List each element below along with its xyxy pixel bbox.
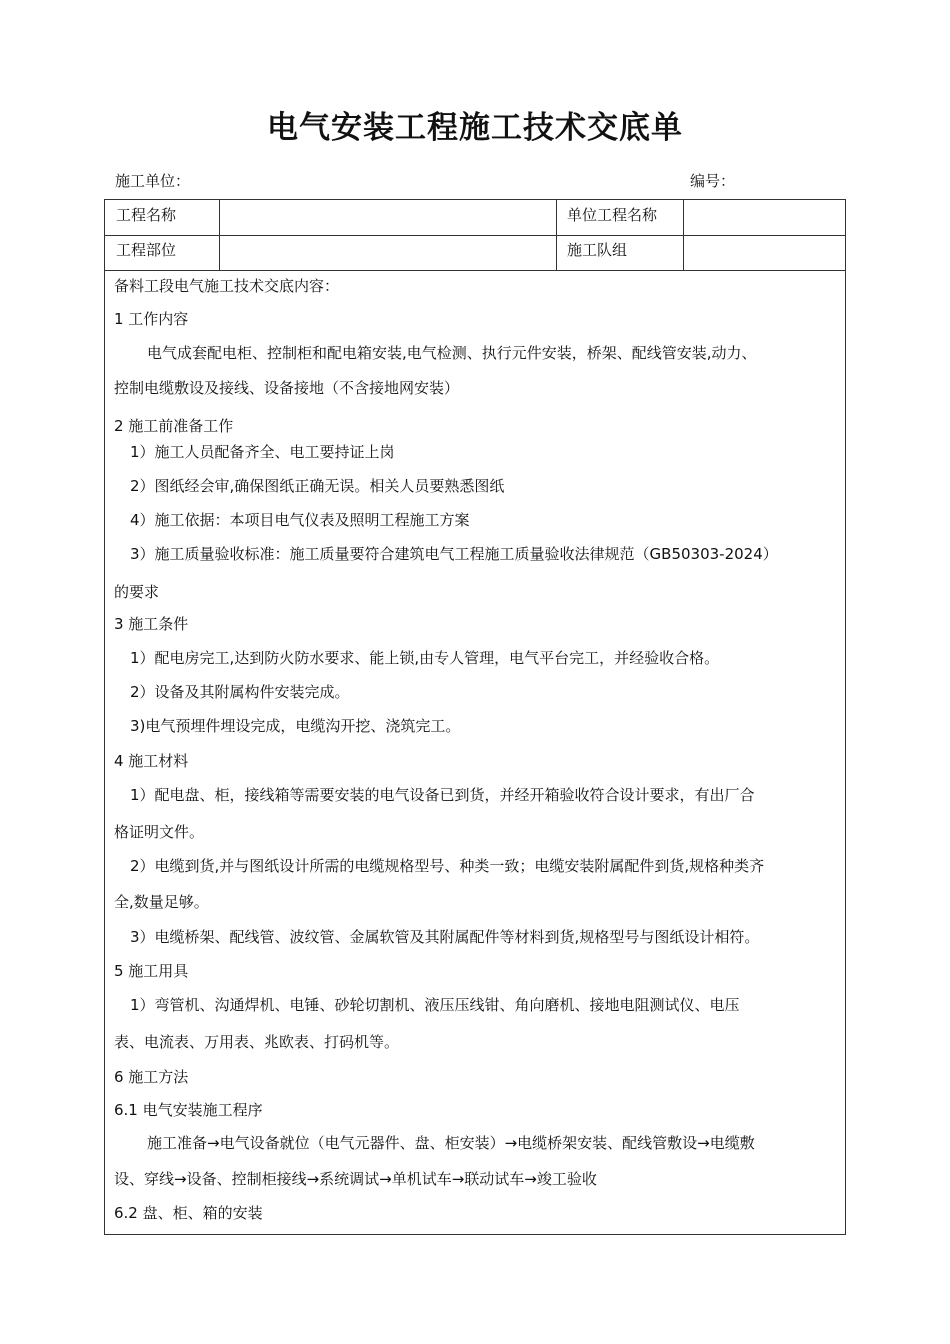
row-divider bbox=[105, 270, 845, 271]
paragraph-line: 控制电缆敷设及接线、设备接地（不含接地网安装） bbox=[114, 379, 460, 397]
list-item: 3）施工质量验收标准：施工质量要符合建筑电气工程施工质量验收法律规范（GB50303-2024） bbox=[130, 545, 778, 563]
disclosure-table bbox=[104, 199, 846, 1235]
list-item: 2）图纸经会审,确保图纸正确无误。相关人员要熟悉图纸 bbox=[130, 477, 505, 495]
paragraph-line: 施工准备→电气设备就位（电气元器件、盘、柜安装）→电缆桥架安装、配线管敷设→电缆敷 bbox=[147, 1134, 755, 1152]
subsection-heading: 6.2 盘、柜、箱的安装 bbox=[114, 1204, 263, 1222]
list-item: 1）配电房完工,达到防火防水要求、能上锁,由专人管理，电气平台完工，并经验收合格。 bbox=[130, 649, 720, 667]
unit-project-name-label: 单位工程名称 bbox=[567, 206, 658, 224]
list-item-continuation: 表、电流表、万用表、兆欧表、打码机等。 bbox=[114, 1033, 400, 1051]
list-item: 3)电气预埋件埋设完成，电缆沟开挖、浇筑完工。 bbox=[130, 717, 461, 735]
section-heading: 5 施工用具 bbox=[114, 962, 189, 980]
subsection-heading: 6.1 电气安装施工程序 bbox=[114, 1101, 263, 1119]
document-number-label: 编号： bbox=[690, 172, 736, 190]
paragraph-line: 电气成套配电柜、控制柜和配电箱安装,电气检测、执行元件安装，桥架、配线管安装,动力、 bbox=[147, 344, 757, 362]
list-item: 2）电缆到货,并与图纸设计所需的电缆规格型号、种类一致；电缆安装附属配件到货,规格种类齐 bbox=[130, 857, 765, 875]
construction-unit-label: 施工单位： bbox=[115, 172, 191, 190]
team-label: 施工队组 bbox=[567, 241, 628, 259]
list-item: 4）施工依据：本项目电气仪表及照明工程施工方案 bbox=[130, 511, 470, 529]
section-heading: 2 施工前准备工作 bbox=[114, 417, 234, 435]
section-heading: 4 施工材料 bbox=[114, 752, 189, 770]
column-divider bbox=[683, 200, 684, 270]
section-heading: 6 施工方法 bbox=[114, 1068, 189, 1086]
project-part-label: 工程部位 bbox=[116, 241, 177, 259]
content-intro: 备料工段电气施工技术交底内容： bbox=[114, 277, 340, 295]
list-item: 2）设备及其附属构件安装完成。 bbox=[130, 683, 350, 701]
document-title: 电气安装工程施工技术交底单 bbox=[267, 110, 683, 146]
list-item: 3）电缆桥架、配线管、波纹管、金属软管及其附属配件等材料到货,规格型号与图纸设计相符。 bbox=[130, 928, 760, 946]
column-divider bbox=[219, 200, 220, 270]
list-item-continuation: 的要求 bbox=[114, 583, 160, 601]
project-name-label: 工程名称 bbox=[116, 206, 177, 224]
list-item: 1）配电盘、柜，接线箱等需要安装的电气设备已到货，并经开箱验收符合设计要求，有出厂合 bbox=[130, 786, 755, 804]
list-item-continuation: 全,数量足够。 bbox=[114, 893, 209, 911]
section-heading: 1 工作内容 bbox=[114, 310, 189, 328]
list-item: 1）弯管机、沟通焊机、电锤、砂轮切割机、液压压线钳、角向磨机、接地电阻测试仪、电压 bbox=[130, 996, 740, 1014]
section-heading: 3 施工条件 bbox=[114, 615, 189, 633]
list-item: 1）施工人员配备齐全、电工要持证上岗 bbox=[130, 443, 395, 461]
paragraph-line: 设、穿线→设备、控制柜接线→系统调试→单机试车→联动试车→竣工验收 bbox=[114, 1170, 597, 1188]
column-divider bbox=[556, 200, 557, 270]
row-divider bbox=[105, 235, 845, 236]
list-item-continuation: 格证明文件。 bbox=[114, 823, 205, 841]
